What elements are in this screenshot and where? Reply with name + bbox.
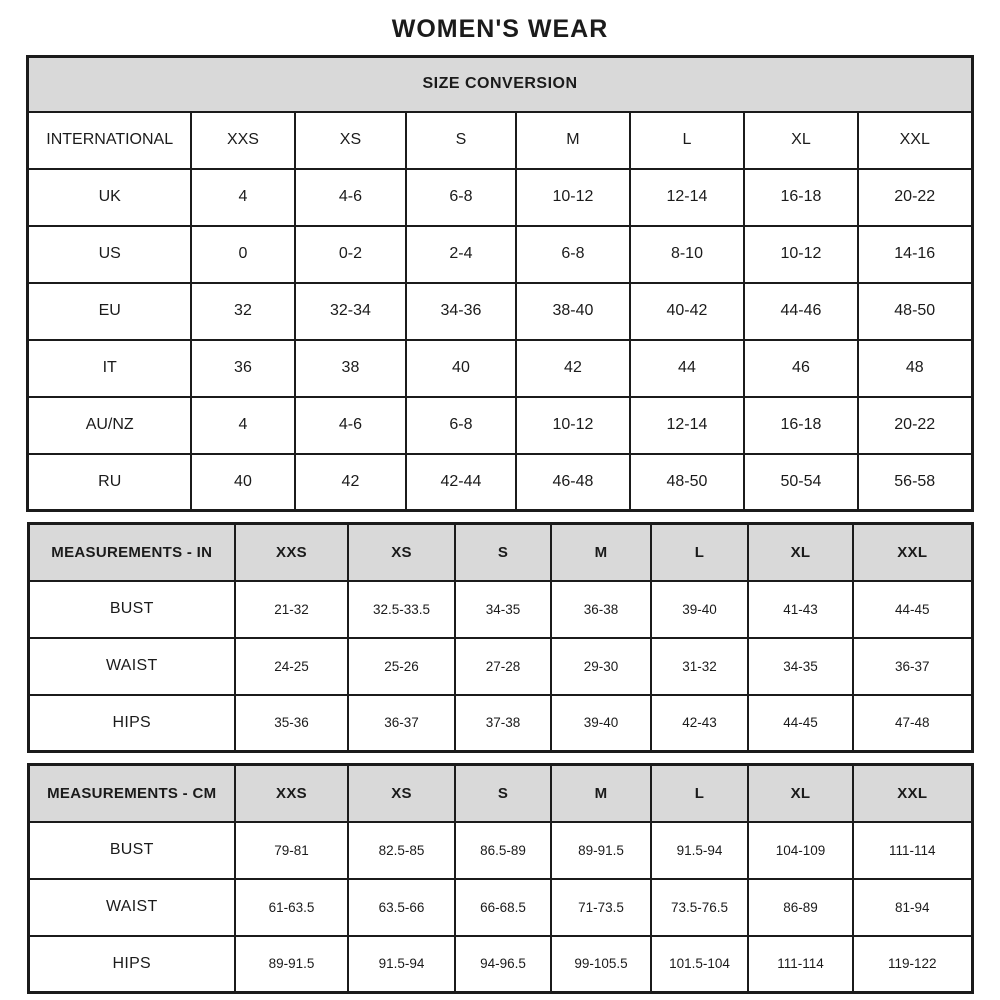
value-cell: 40-42 [630,283,744,340]
value-cell: 37-38 [455,695,551,752]
value-cell: 34-35 [748,638,853,695]
table-row-uk [28,169,972,226]
row-label: HIPS [28,936,235,993]
size-column-header: XS [348,524,455,581]
value-cell: 56-58 [858,454,972,511]
size-column-header: XXL [853,524,972,581]
value-cell: 10-12 [516,397,630,454]
table-row-waist-in [28,638,972,695]
value-cell: 32 [191,283,295,340]
value-cell: 36 [191,340,295,397]
size-column-header: XL [748,765,853,822]
value-cell: 10-12 [744,226,858,283]
value-cell: 8-10 [630,226,744,283]
size-column-header: S [455,765,551,822]
column-header: XS [295,112,406,169]
international-columns-row [28,112,972,169]
value-cell: 99-105.5 [551,936,651,993]
table-row-hips-cm [28,936,972,993]
value-cell: 6-8 [406,169,516,226]
table-row-bust-cm [28,822,972,879]
value-cell: 6-8 [516,226,630,283]
row-label: EU [28,283,191,340]
value-cell: 20-22 [858,169,972,226]
value-cell: 42 [295,454,406,511]
value-cell: 82.5-85 [348,822,455,879]
value-cell: 48-50 [858,283,972,340]
table-row-hips-in [28,695,972,752]
row-label: WAIST [28,879,235,936]
value-cell: 32.5-33.5 [348,581,455,638]
size-column-header: XL [748,524,853,581]
size-column-header: S [455,524,551,581]
table-row-bust-in [28,581,972,638]
value-cell: 81-94 [853,879,972,936]
value-cell: 42-43 [651,695,748,752]
value-cell: 14-16 [858,226,972,283]
value-cell: 38 [295,340,406,397]
value-cell: 12-14 [630,397,744,454]
value-cell: 42-44 [406,454,516,511]
size-column-header: M [551,765,651,822]
column-header: XL [744,112,858,169]
column-header: L [630,112,744,169]
value-cell: 86-89 [748,879,853,936]
value-cell: 0 [191,226,295,283]
value-cell: 40 [406,340,516,397]
row-label: US [28,226,191,283]
value-cell: 47-48 [853,695,972,752]
value-cell: 20-22 [858,397,972,454]
value-cell: 44-46 [744,283,858,340]
table-row-eu [28,283,972,340]
value-cell: 71-73.5 [551,879,651,936]
value-cell: 44 [630,340,744,397]
value-cell: 44-45 [853,581,972,638]
value-cell: 16-18 [744,397,858,454]
size-column-header: M [551,524,651,581]
measurements-in-title: MEASUREMENTS - IN [28,524,235,581]
size-column-header: XXL [853,765,972,822]
value-cell: 24-25 [235,638,348,695]
column-header: INTERNATIONAL [28,112,191,169]
value-cell: 111-114 [748,936,853,993]
row-label: RU [28,454,191,511]
row-label: AU/NZ [28,397,191,454]
size-column-header: L [651,765,748,822]
value-cell: 25-26 [348,638,455,695]
value-cell: 34-36 [406,283,516,340]
value-cell: 41-43 [748,581,853,638]
measurements-cm-header-row [28,765,972,822]
size-column-header: L [651,524,748,581]
size-conversion-title: SIZE CONVERSION [28,57,972,112]
column-header: M [516,112,630,169]
size-column-header: XS [348,765,455,822]
row-label: WAIST [28,638,235,695]
measurements-in-header-row [28,524,972,581]
value-cell: 0-2 [295,226,406,283]
value-cell: 27-28 [455,638,551,695]
value-cell: 111-114 [853,822,972,879]
table-row-us [28,226,972,283]
value-cell: 63.5-66 [348,879,455,936]
measurements-in-table [27,522,974,753]
row-label: IT [28,340,191,397]
value-cell: 48-50 [630,454,744,511]
value-cell: 39-40 [651,581,748,638]
value-cell: 101.5-104 [651,936,748,993]
size-column-header: XXS [235,524,348,581]
value-cell: 38-40 [516,283,630,340]
value-cell: 4 [191,397,295,454]
value-cell: 119-122 [853,936,972,993]
value-cell: 91.5-94 [651,822,748,879]
table-row-waist-cm [28,879,972,936]
value-cell: 35-36 [235,695,348,752]
value-cell: 6-8 [406,397,516,454]
size-conversion-table [26,55,973,512]
value-cell: 34-35 [455,581,551,638]
value-cell: 36-38 [551,581,651,638]
value-cell: 50-54 [744,454,858,511]
value-cell: 66-68.5 [455,879,551,936]
value-cell: 31-32 [651,638,748,695]
column-header: S [406,112,516,169]
row-label: BUST [28,581,235,638]
value-cell: 46 [744,340,858,397]
table-row-ru [28,454,972,511]
column-header: XXL [858,112,972,169]
value-cell: 48 [858,340,972,397]
value-cell: 73.5-76.5 [651,879,748,936]
value-cell: 4-6 [295,169,406,226]
value-cell: 36-37 [348,695,455,752]
value-cell: 46-48 [516,454,630,511]
value-cell: 79-81 [235,822,348,879]
size-column-header: XXS [235,765,348,822]
value-cell: 61-63.5 [235,879,348,936]
value-cell: 36-37 [853,638,972,695]
value-cell: 104-109 [748,822,853,879]
value-cell: 21-32 [235,581,348,638]
value-cell: 86.5-89 [455,822,551,879]
row-label: BUST [28,822,235,879]
value-cell: 29-30 [551,638,651,695]
value-cell: 2-4 [406,226,516,283]
value-cell: 89-91.5 [551,822,651,879]
page-title: WOMEN'S WEAR [391,15,609,43]
column-header: XXS [191,112,295,169]
value-cell: 40 [191,454,295,511]
value-cell: 10-12 [516,169,630,226]
row-label: HIPS [28,695,235,752]
value-cell: 89-91.5 [235,936,348,993]
value-cell: 44-45 [748,695,853,752]
table-row-aunz [28,397,972,454]
table-row-it [28,340,972,397]
value-cell: 32-34 [295,283,406,340]
value-cell: 4-6 [295,397,406,454]
size-conversion-header-row [28,57,972,112]
measurements-cm-table [27,763,974,994]
value-cell: 39-40 [551,695,651,752]
value-cell: 94-96.5 [455,936,551,993]
measurements-cm-title: MEASUREMENTS - CM [28,765,235,822]
row-label: UK [28,169,191,226]
value-cell: 16-18 [744,169,858,226]
value-cell: 42 [516,340,630,397]
value-cell: 12-14 [630,169,744,226]
value-cell: 4 [191,169,295,226]
value-cell: 91.5-94 [348,936,455,993]
